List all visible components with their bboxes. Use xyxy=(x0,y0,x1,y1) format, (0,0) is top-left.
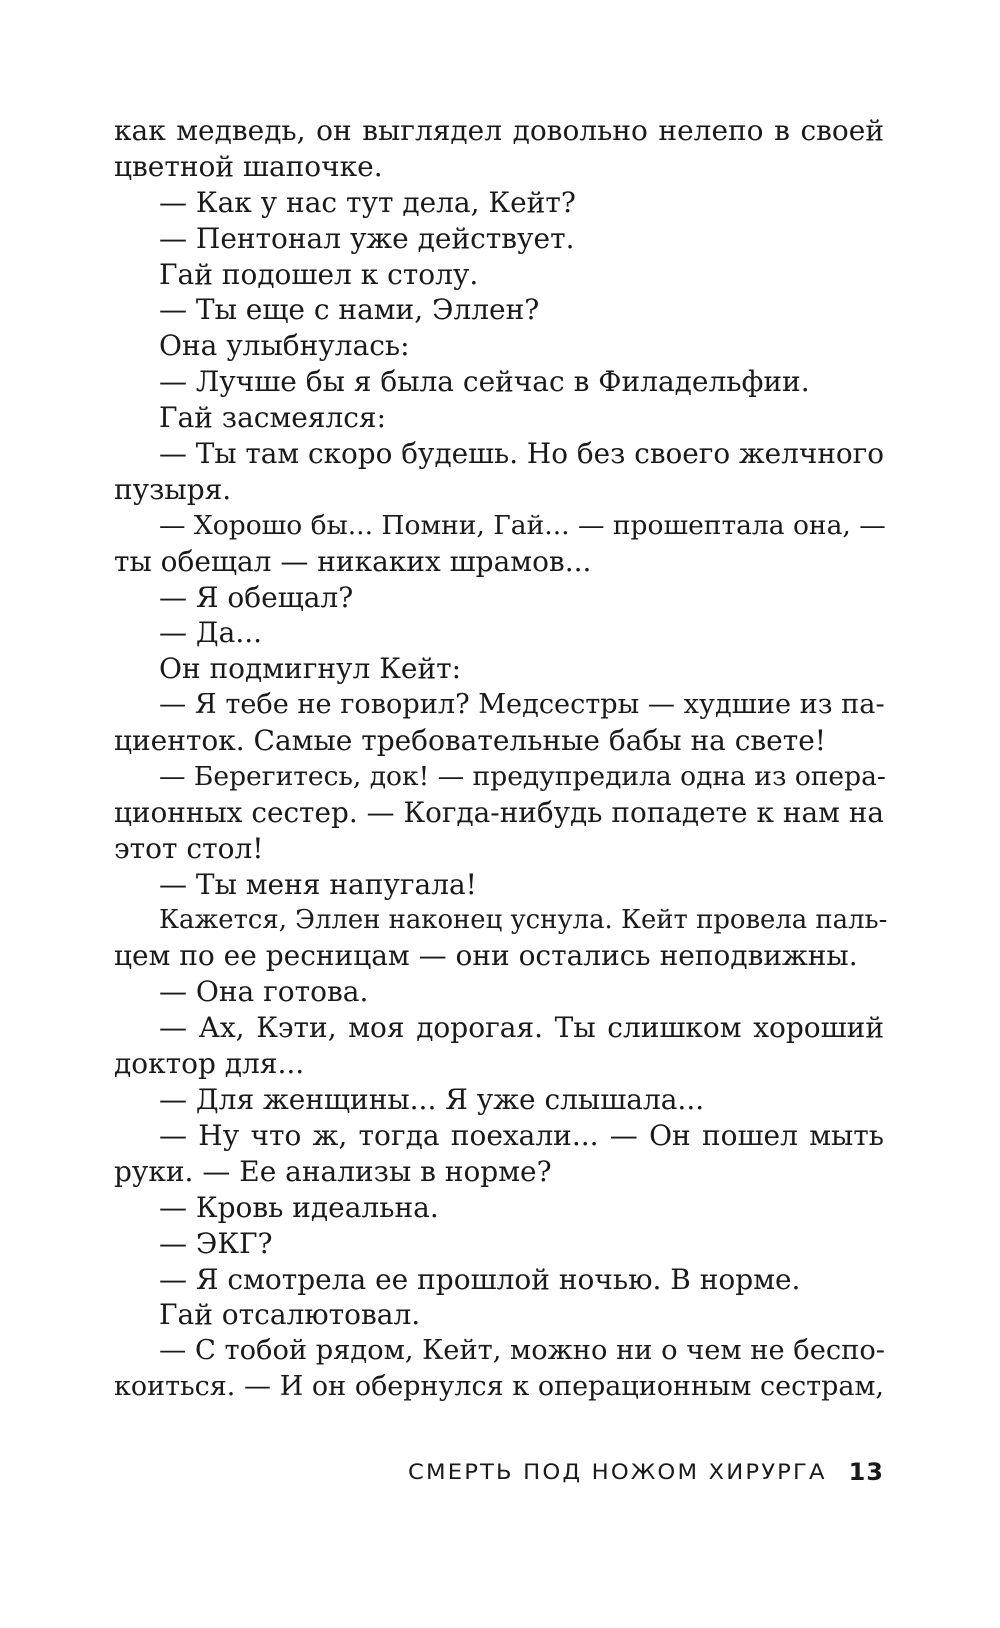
text-line: — Ну что ж, тогда поехали... — Он пошел мыть xyxy=(159,1118,884,1152)
text-line: — Я смотрела ее прошлой ночью. В норме. xyxy=(159,1262,801,1296)
text-line: цветной шапочке. xyxy=(114,149,383,183)
page-footer xyxy=(114,1457,884,1487)
text-line: Гай засмеялся: xyxy=(159,401,387,435)
text-line: циенток. Самые требовательные бабы на свете! xyxy=(114,724,827,758)
text-line: Он подмигнул Кейт: xyxy=(159,652,462,686)
text-line: — Я обещал? xyxy=(159,580,354,614)
text-line: — Берегитесь, док! — предупредила одна из опера- xyxy=(159,761,886,793)
text-line: — Ты там скоро будешь. Но без своего желчного xyxy=(159,437,885,471)
text-line: — Я тебе не говорил? Медсестры — худшие из па- xyxy=(159,689,885,721)
text-line: Гай подошел к столу. xyxy=(159,257,479,291)
text-line: — Пентонал уже действует. xyxy=(159,221,575,255)
text-line: цем по ее ресницам — они остались неподвижны. xyxy=(114,939,858,973)
text-line: Гай отсалютовал. xyxy=(159,1298,421,1332)
text-line: — Она готова. xyxy=(159,975,369,1009)
text-line: Кажется, Эллен наконец уснула. Кейт провела паль- xyxy=(159,904,888,935)
text-line: этот стол! xyxy=(114,831,264,865)
running-title: СМЕРТЬ ПОД НОЖОМ ХИРУРГА xyxy=(407,1460,827,1484)
text-line: — Ах, Кэти, моя дорогая. Ты слишком хороший xyxy=(159,1011,884,1045)
text-line: — Ты еще с нами, Эллен? xyxy=(159,293,540,327)
text-line: доктор для... xyxy=(114,1047,305,1081)
text-line: — Да... xyxy=(159,616,263,650)
text-line: — Для женщины... Я уже слышала... xyxy=(159,1083,705,1117)
text-line: как медведь, он выглядел довольно нелепо в своей xyxy=(114,114,884,147)
text-line: — Хорошо бы... Помни, Гай... — прошептала она, — xyxy=(159,509,886,541)
text-line: коиться. — И он обернулся к операционным сестрам, xyxy=(114,1371,884,1403)
text-line: ционных сестер. — Когда-нибудь попадете к нам на xyxy=(114,795,884,829)
text-line: пузыря. xyxy=(114,472,232,506)
text-line: Она улыбнулась: xyxy=(159,329,410,363)
text-line: — ЭКГ? xyxy=(159,1226,273,1260)
text-line: — Кровь идеальна. xyxy=(159,1190,439,1224)
text-line: — Ты меня напугала! xyxy=(159,867,477,901)
text-line: ты обещал — никаких шрамов... xyxy=(114,544,592,578)
page-number: 13 xyxy=(848,1458,884,1486)
text-line: — Лучше бы я была сейчас в Филадельфии. xyxy=(159,365,810,399)
text-line: — С тобой рядом, Кейт, можно ни о чем не беспо- xyxy=(159,1335,885,1367)
text-line: руки. — Ее анализы в норме? xyxy=(114,1154,552,1188)
body-text xyxy=(114,113,888,1405)
text-line: — Как у нас тут дела, Кейт? xyxy=(159,185,576,219)
